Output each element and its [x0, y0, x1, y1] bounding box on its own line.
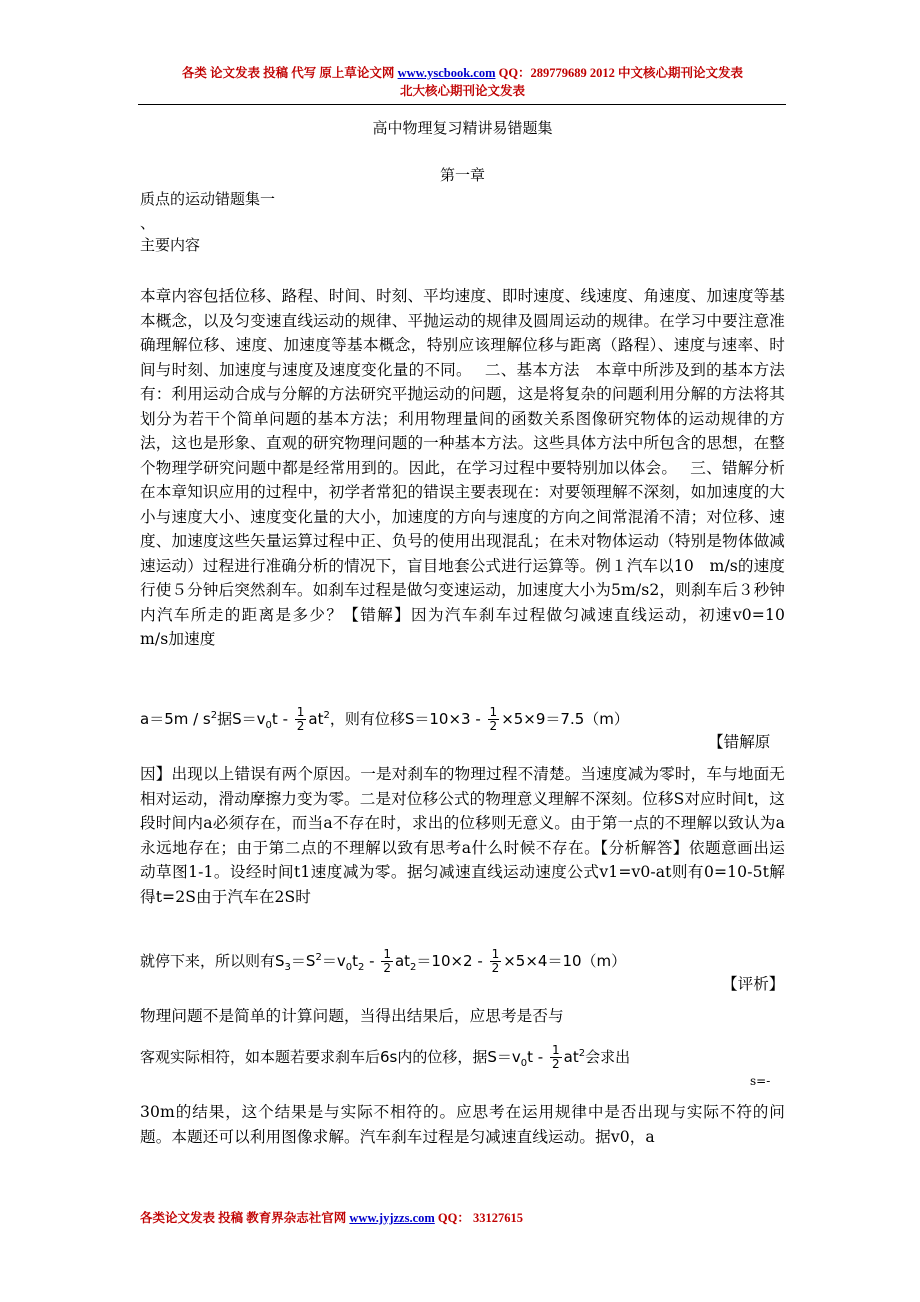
- error-cause-tag: 【错解原: [708, 733, 771, 751]
- footer-link[interactable]: www.jyjzzs.com: [349, 1211, 435, 1225]
- paragraph-4: 30m的结果，这个结果是与实际不相符的。应思考在运用规律中是否出现与实际不符的问题。本题还可以利用图像求解。汽车刹车过程是匀减速直线运动。据v0，a: [140, 1103, 785, 1146]
- fraction: $\frac{1}{2}$: [383, 947, 391, 975]
- equation-2: 就停下来，所以则有$S_3=S^2=v_0t_2$ - $\frac{1}{2}$ $at_2=10\times 2$ - $\frac{1}{2}$ ×5×4＝10（m）: [140, 947, 627, 975]
- header-line-1: 各类 论文发表 投稿 代写 原上草论文网 www.yscbook.com QQ：289779689 2012 中文核心期刊论文发表: [181, 66, 744, 80]
- chapter-heading: 第一章: [439, 166, 485, 184]
- section-comma: 、: [140, 214, 156, 232]
- header-line-2: 北大核心期刊论文发表: [399, 84, 525, 98]
- main-content-heading: 主要内容: [140, 236, 201, 254]
- header-divider: [138, 104, 786, 105]
- equation-3-tail: s=-: [750, 1074, 771, 1088]
- fraction: $\frac{1}{2}$: [551, 1043, 560, 1071]
- equation-1: $a=5m / s^2$据$S=v_0t$ - $\frac{1}{2}$ $at^2$，则有位移S＝10×3 - $\frac{1}{2}$ ×5×9＝7.5（m）: [140, 705, 629, 733]
- fraction: $\frac{1}{2}$: [491, 947, 500, 975]
- paragraph-3: 物理问题不是简单的计算问题，当得出结果后，应思考是否与: [140, 1007, 564, 1025]
- page-header: [140, 64, 785, 100]
- page-footer: 各类论文发表 投稿 教育界杂志社官网 www.jyjzzs.com QQ： 33127615: [140, 1211, 523, 1225]
- equation-3: 客观实际相符，如本题若要求刹车后6s内的位移，据$S=v_0t$ - $\frac{1}{2}$ $at^2$会求出: [140, 1043, 631, 1071]
- paragraph-1: 本章内容包括位移、路程、时间、时刻、平均速度、即时速度、线速度、角速度、加速度等基本概念，以及匀变速直线运动的规律、平抛运动的规律及圆周运动的规律。在学习中要注意准确理解位移、速度、加速度等基本概念，特别应该理解位移与距离（路程）、速度与速率、时间与时刻、加速度与速度及速度变化量的不同。 二、基本方法 本章中所涉及到的基本方法有：利用运动合成与分解的方法研究平抛运动的问题，这是将复杂的问题利用分解的方法将其划分为若干个简单问题的基本方法；利用物理量间的函数关系图像研究物体的运动规律的方法，这也是形象、直观的研究物理问题的一种基本方法。这些具体方法中所包含的思想，在整个物理学研究问题中都是经常用到的。因此，在学习过程中要特别加以体会。 三、错解分析 在本章知识应用的过程中，初学者常犯的错误主要表现在：对要领理解不深刻，如加速度的大小与速度大小、速度变化量的大小，加速度的方向与速度的方向之间常混淆不清；对位移、速度、加速度这些矢量运算过程中正、负号的使用出现混乱；在未对物体运动（特别是物体做减速运动）过程进行准确分析的情况下，盲目地套公式进行运算等。例１汽车以10 m/s的速度行使５分钟后突然刹车。如刹车过程是做匀变速运动，加速度大小为5m/s2，则刹车后３秒钟内汽车所走的距离是多少？【错解】因为汽车刹车过程做匀减速直线运动，初速v0=10 m/s加速度: [140, 287, 801, 648]
- fraction: $\frac{1}{2}$: [489, 705, 498, 733]
- commentary-tag: 【评析】: [722, 975, 785, 993]
- header-link[interactable]: www.yscbook.com: [397, 66, 496, 80]
- paragraph-2: 因】出现以上错误有两个原因。一是对刹车的物理过程不清楚。当速度减为零时，车与地面无相对运动，滑动摩擦力变为零。二是对位移公式的物理意义理解不深刻。位移S对应时间t，这段时间内a必须存在，而当a不存在时，求出的位移则无意义。由于第一点的不理解以致认为a永远地存在；由于第二点的不理解以致有思考a什么时候不存在。【分析解答】依题意画出运动草图1-1。设经时间t1速度减为零。据匀减速直线运动速度公式v1=v0-at则有0=10-5t解得t=2S由于汽车在2S时: [140, 765, 785, 906]
- section-heading: 质点的运动错题集一: [140, 190, 276, 208]
- document-title: 高中物理复习精讲易错题集: [372, 119, 553, 137]
- fraction: $\frac{1}{2}$: [296, 705, 305, 733]
